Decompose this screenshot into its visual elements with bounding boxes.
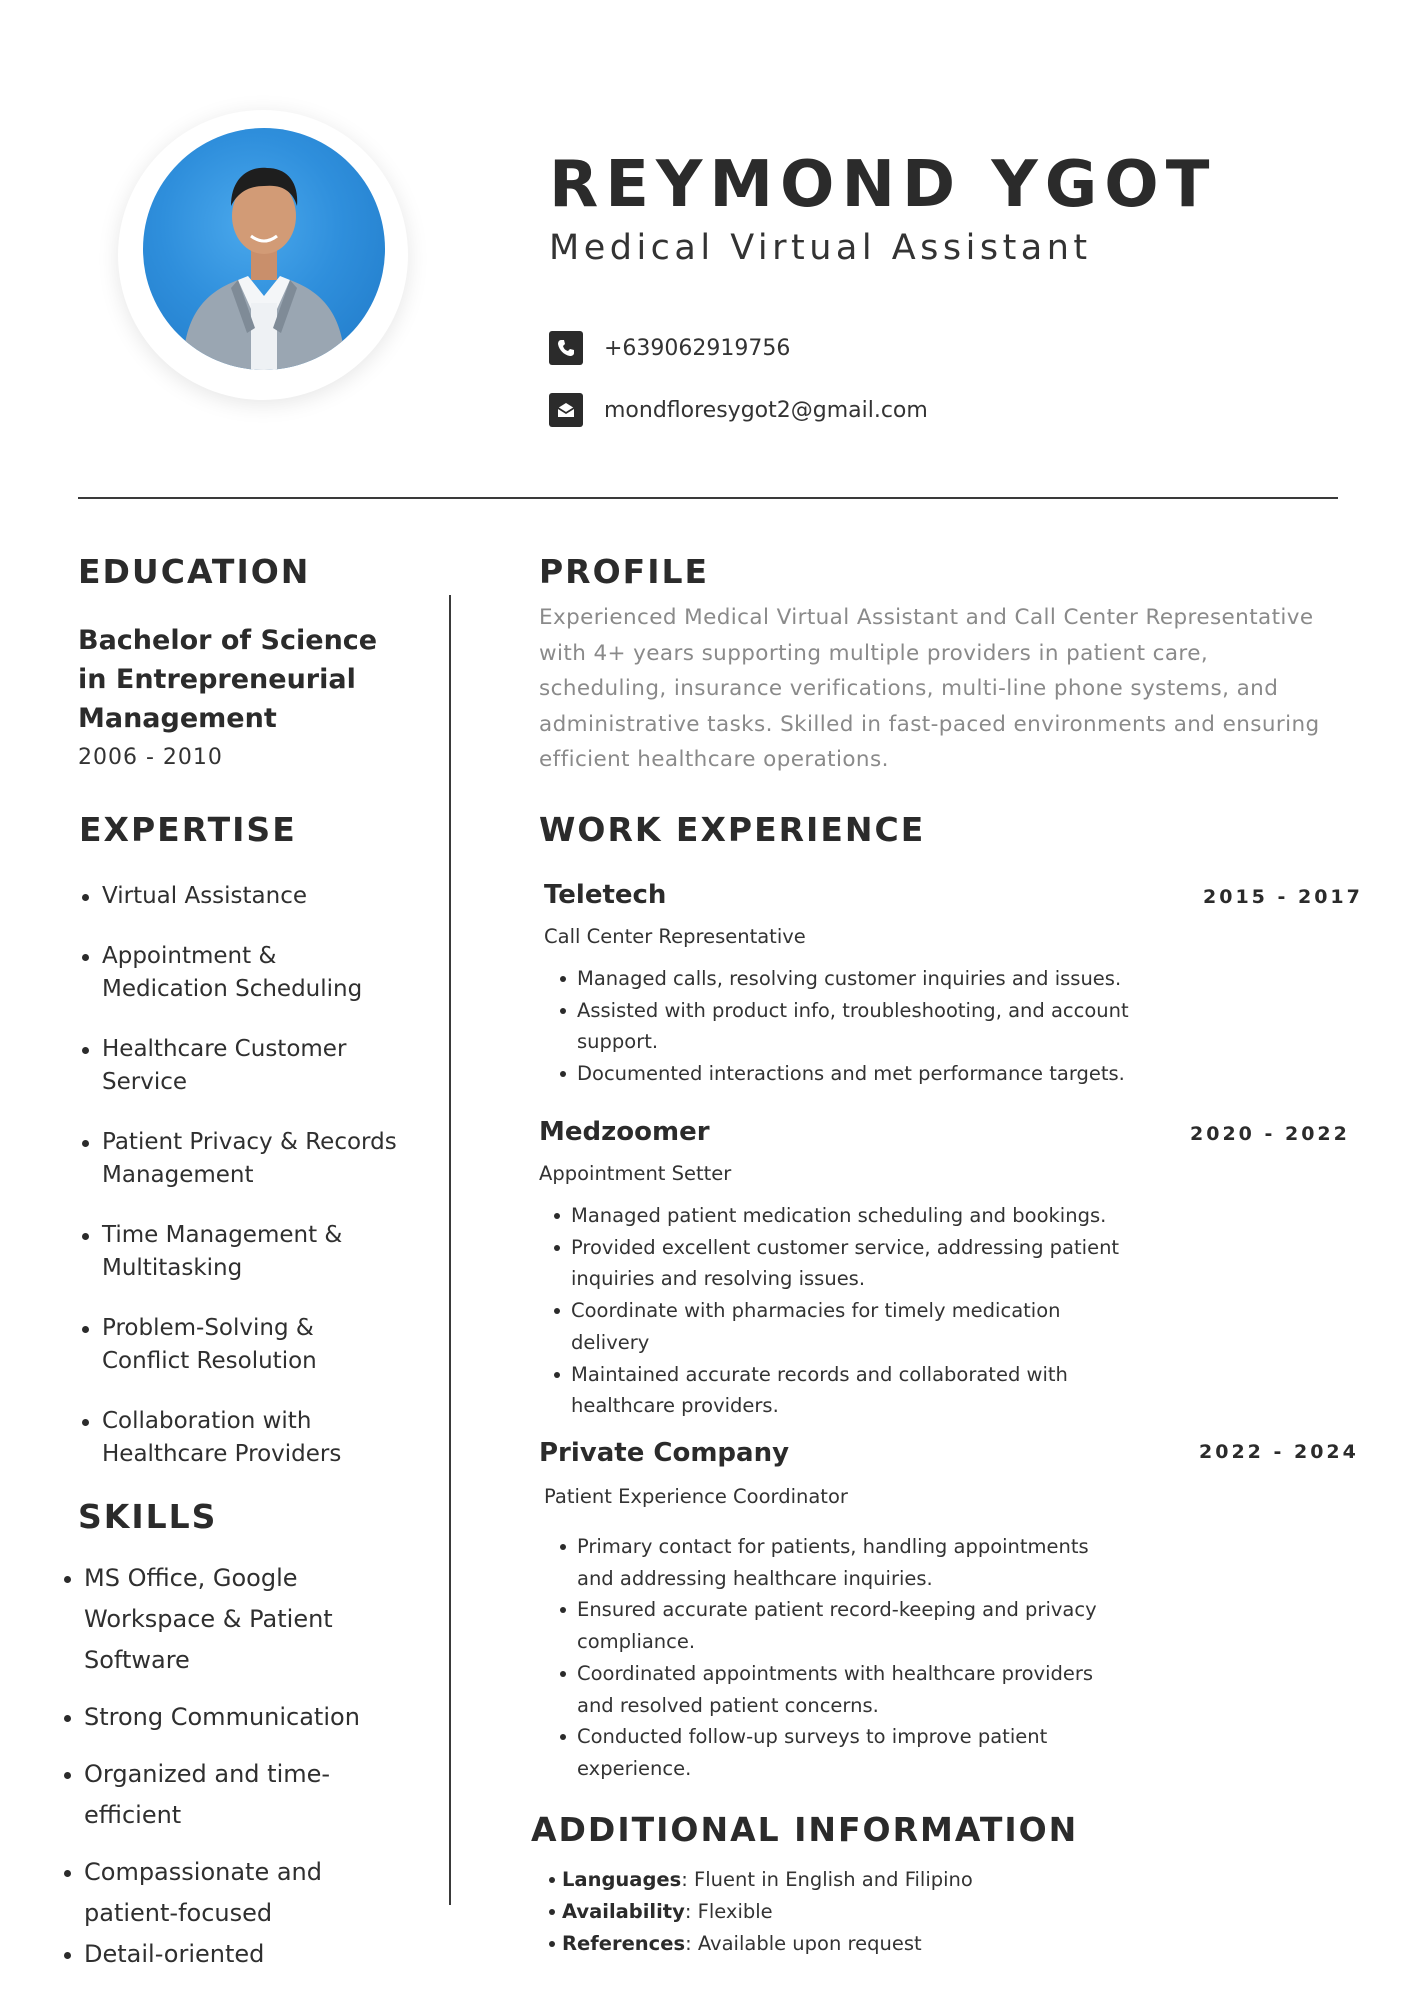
- expertise-item: Virtual Assistance: [78, 880, 398, 913]
- additional-heading: ADDITIONAL INFORMATION: [531, 1810, 1079, 1849]
- job-title: Call Center Representative: [544, 925, 806, 948]
- education-years: 2006 - 2010: [78, 745, 223, 770]
- mail-icon: [549, 393, 583, 427]
- person-photo-illustration: [143, 128, 385, 370]
- skill-item: Detail-oriented: [62, 1934, 392, 1975]
- job-company: Teletech: [544, 880, 667, 910]
- job-years: 2022 - 2024: [1199, 1441, 1359, 1463]
- job-title: Patient Experience Coordinator: [544, 1485, 848, 1508]
- skills-list: [62, 1558, 392, 1991]
- skills-heading: SKILLS: [78, 1497, 218, 1536]
- job-duties: [559, 1531, 1129, 1785]
- phone-icon: [549, 331, 583, 365]
- expertise-item: Healthcare Customer Service: [78, 1033, 398, 1099]
- header-divider: [78, 497, 1338, 499]
- expertise-item: Patient Privacy & Records Management: [78, 1126, 398, 1192]
- job-duty: Coordinated appointments with healthcare providers and resolved patient concerns.: [559, 1658, 1129, 1721]
- expertise-item: Problem-Solving & Conflict Resolution: [78, 1312, 398, 1378]
- job-duty: Managed patient medication scheduling and bookings.: [553, 1200, 1123, 1232]
- job-duty: Primary contact for patients, handling appointments and addressing healthcare inquiries.: [559, 1531, 1129, 1594]
- additional-item: [559, 1928, 973, 1960]
- job-duties: [553, 1200, 1123, 1422]
- job-duty: Provided excellent customer service, addressing patient inquiries and resolving issues.: [553, 1232, 1123, 1295]
- candidate-role: Medical Virtual Assistant: [549, 228, 1092, 268]
- job-duty: Coordinate with pharmacies for timely medication delivery: [553, 1295, 1123, 1358]
- email-address[interactable]: mondfloresygot2@gmail.com: [604, 397, 928, 423]
- job-duty: Conducted follow-up surveys to improve patient experience.: [559, 1721, 1129, 1784]
- profile-summary: Experienced Medical Virtual Assistant and Call Center Representative with 4+ years supporting multiple providers in patient care, scheduling, insurance verifications, multi-line phone systems, and administrative tasks. Skilled in fast-paced environments and ensuring efficient healthcare operations.: [539, 605, 1320, 772]
- job-title: Appointment Setter: [539, 1162, 732, 1185]
- job-duty: Maintained accurate records and collaborated with healthcare providers.: [553, 1359, 1123, 1422]
- additional-value: : Flexible: [684, 1900, 773, 1923]
- expertise-item: Collaboration with Healthcare Providers: [78, 1405, 398, 1471]
- job-company: Medzoomer: [539, 1117, 710, 1147]
- profile-heading: PROFILE: [539, 552, 710, 591]
- additional-value: : Available upon request: [685, 1932, 922, 1955]
- additional-label: Availability: [562, 1900, 685, 1923]
- expertise-heading: EXPERTISE: [79, 810, 297, 849]
- expertise-list: [78, 880, 398, 1498]
- skill-item: MS Office, Google Workspace & Patient Software: [62, 1558, 392, 1681]
- phone-row: [549, 331, 790, 365]
- candidate-name: REYMOND YGOT: [549, 148, 1217, 222]
- additional-label: Languages: [562, 1868, 682, 1891]
- additional-item: [559, 1896, 973, 1928]
- additional-value: : Fluent in English and Filipino: [681, 1868, 973, 1891]
- additional-list: [559, 1864, 973, 1960]
- job-duty: Ensured accurate patient record-keeping and privacy compliance.: [559, 1594, 1129, 1657]
- expertise-item: Time Management & Multitasking: [78, 1219, 398, 1285]
- job-duties: [559, 963, 1129, 1090]
- profile-photo: [143, 128, 385, 370]
- additional-item: [559, 1864, 973, 1896]
- job-duty: Documented interactions and met performance targets.: [559, 1058, 1129, 1090]
- expertise-item: Appointment & Medication Scheduling: [78, 940, 398, 1006]
- skill-item: Organized and time-efficient: [62, 1754, 392, 1836]
- job-company: Private Company: [539, 1438, 790, 1468]
- email-row: [549, 393, 928, 427]
- work-heading: WORK EXPERIENCE: [539, 810, 926, 849]
- job-duty: Assisted with product info, troubleshooting, and account support.: [559, 995, 1129, 1058]
- skill-item: Compassionate and patient-focused: [62, 1852, 392, 1934]
- degree-title: Bachelor of Science in Entrepreneurial Management: [78, 625, 378, 734]
- skill-item: Strong Communication: [62, 1697, 392, 1738]
- job-years: 2015 - 2017: [1203, 886, 1363, 908]
- phone-number[interactable]: +639062919756: [604, 335, 791, 361]
- additional-label: References: [562, 1932, 686, 1955]
- job-years: 2020 - 2022: [1190, 1123, 1350, 1145]
- job-duty: Managed calls, resolving customer inquiries and issues.: [559, 963, 1129, 995]
- column-divider: [449, 595, 451, 1905]
- education-heading: EDUCATION: [78, 552, 311, 591]
